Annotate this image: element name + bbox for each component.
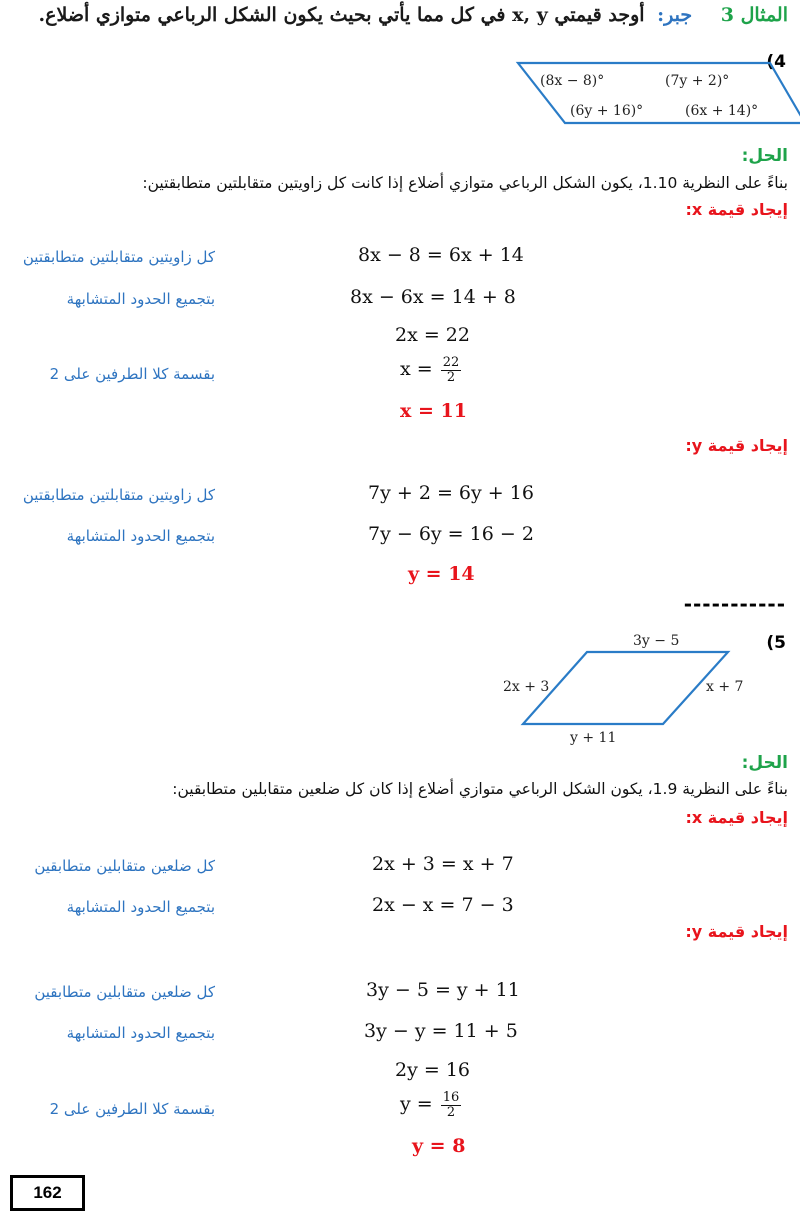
equation-lhs: y = bbox=[400, 1093, 439, 1116]
instruction-text: أوجد قيمتي x, y في كل مما يأتي بحيث يكون الشكل الرباعي متوازي أضلاع. bbox=[38, 4, 645, 26]
find-y-heading-5: إيجاد قيمة y: bbox=[685, 922, 788, 941]
side-label-bottom: y + 11 bbox=[570, 730, 617, 745]
step-equation: 8x − 8 = 6x + 14 bbox=[358, 244, 524, 266]
answer-x-4: x = 11 bbox=[400, 400, 467, 422]
problem4-parallelogram-figure bbox=[515, 55, 800, 130]
separator-dashes: ----------- bbox=[683, 592, 786, 616]
angle-label-bottom-right: (6x + 14)° bbox=[685, 103, 759, 119]
equation-lhs: x = bbox=[400, 358, 439, 381]
problem-number-5: (5 bbox=[766, 633, 786, 653]
fraction-equation bbox=[400, 356, 461, 384]
angle-label-top-left: (8x − 8)° bbox=[540, 73, 605, 89]
step-note: بتجميع الحدود المتشابهة bbox=[66, 290, 215, 308]
find-x-heading-4: إيجاد قيمة x: bbox=[685, 200, 788, 219]
example-label: المثال 3 bbox=[720, 4, 788, 26]
side-label-left: 2x + 3 bbox=[503, 679, 550, 695]
fraction bbox=[441, 1091, 462, 1119]
find-x-heading-5: إيجاد قيمة x: bbox=[685, 808, 788, 827]
side-label-top: 3y − 5 bbox=[633, 633, 680, 649]
answer-y-5: y = 8 bbox=[412, 1135, 466, 1157]
step-equation: 2y = 16 bbox=[395, 1059, 470, 1081]
fraction-denominator: 2 bbox=[446, 369, 456, 385]
theorem-text-5: بناءً على النظرية 1.9، يكون الشكل الرباعي متوازي أضلاع إذا كان كل ضلعين متقابلين متطابقين: bbox=[172, 780, 788, 798]
angle-label-bottom-left: (6y + 16)° bbox=[570, 103, 644, 119]
topic-label: جبر: bbox=[657, 4, 693, 26]
parallelogram-shape bbox=[523, 652, 728, 724]
step-equation: 7y − 6y = 16 − 2 bbox=[368, 523, 534, 545]
step-equation: 7y + 2 = 6y + 16 bbox=[368, 482, 534, 504]
fraction-numerator: 22 bbox=[442, 355, 460, 370]
step-note: بتجميع الحدود المتشابهة bbox=[66, 527, 215, 545]
angle-label-top-right: (7y + 2)° bbox=[665, 73, 730, 89]
problem5-parallelogram-figure bbox=[500, 630, 750, 745]
side-label-right: x + 7 bbox=[706, 679, 744, 695]
step-note: كل ضلعين متقابلين متطابقين bbox=[34, 983, 215, 1001]
step-equation: 3y − y = 11 + 5 bbox=[364, 1020, 518, 1042]
fraction-equation bbox=[400, 1091, 461, 1119]
find-y-heading-4: إيجاد قيمة y: bbox=[685, 436, 788, 455]
answer-y-4: y = 14 bbox=[408, 563, 475, 585]
step-equation: 2x = 22 bbox=[395, 324, 470, 346]
step-note: كل زاويتين متقابلتين متطابقتين bbox=[22, 248, 215, 266]
step-note: بتجميع الحدود المتشابهة bbox=[66, 898, 215, 916]
step-note: بتجميع الحدود المتشابهة bbox=[66, 1024, 215, 1042]
fraction bbox=[441, 356, 462, 384]
solution-label-4: الحل: bbox=[741, 146, 788, 166]
step-note: بقسمة كلا الطرفين على 2 bbox=[49, 365, 215, 383]
step-equation: 8x − 6x = 14 + 8 bbox=[350, 286, 516, 308]
step-equation: 3y − 5 = y + 11 bbox=[366, 979, 520, 1001]
theorem-text-4: بناءً على النظرية 1.10، يكون الشكل الرباعي متوازي أضلاع إذا كانت كل زاويتين متقابلتين متطابقتين: bbox=[142, 174, 788, 192]
fraction-numerator: 16 bbox=[442, 1090, 460, 1105]
step-note: كل زاويتين متقابلتين متطابقتين bbox=[22, 486, 215, 504]
page-number: 162 bbox=[10, 1175, 85, 1211]
fraction-denominator: 2 bbox=[446, 1104, 456, 1120]
step-note: كل ضلعين متقابلين متطابقين bbox=[34, 857, 215, 875]
example-title bbox=[39, 4, 788, 26]
step-equation: 2x + 3 = x + 7 bbox=[372, 853, 514, 875]
step-equation: 2x − x = 7 − 3 bbox=[372, 894, 514, 916]
problem-number-4: (4 bbox=[766, 52, 786, 72]
solution-label-5: الحل: bbox=[741, 753, 788, 773]
step-note: بقسمة كلا الطرفين على 2 bbox=[49, 1100, 215, 1118]
